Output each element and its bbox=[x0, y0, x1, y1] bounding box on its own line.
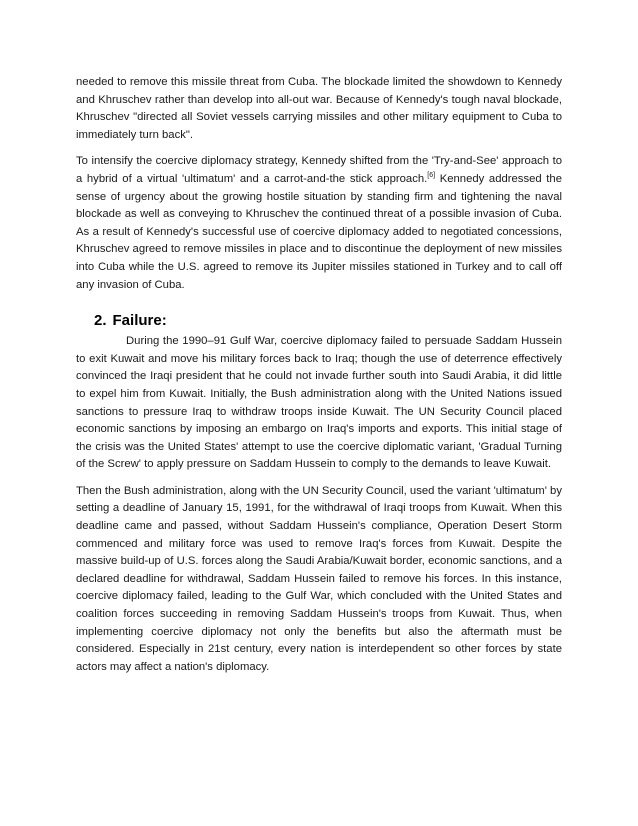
paragraph-coercive-strategy bbox=[76, 153, 562, 294]
paragraph-gulf-war: During the 1990–91 Gulf War, coercive diplomacy failed to persuade Saddam Hussein to exit Kuwait and move his military forces back to Iraq; though the use of deterrence effectively convinced the Iraqi president that he could not invade further south into Saudi Arabia, it did little to expel him from Kuwait. Initially, the Bush administration along with the United Nations issued sanctions to pressure Iraq to withdraw troops inside Kuwait. The UN Security Council placed economic sanctions by imposing an embargo on Iraq's imports and exports. This initial stage of the crisis was the United States' attempt to use the coercive diplomatic variant, 'Gradual Turning of the Screw' to apply pressure on Saddam Hussein to comply to the demands to leave Kuwait. bbox=[76, 335, 562, 471]
section-heading bbox=[94, 312, 562, 329]
document-page bbox=[76, 74, 562, 685]
section-title: Failure: bbox=[112, 312, 167, 330]
citation-ref[interactable]: [6] bbox=[427, 172, 436, 180]
paragraph-text: To intensify the coercive diplomacy strategy, Kennedy shifted from the 'Try-and-See' approach to a hybrid of a virtual 'ultimatum' and a carrot-and-the stick approach. bbox=[76, 155, 562, 185]
section-number: 2. bbox=[94, 312, 107, 330]
paragraph-ultimatum: Then the Bush administration, along with the UN Security Council, used the variant 'ultimatum' by setting a deadline of January 15, 1991, for the withdrawal of Iraqi troops from Kuwait. When this deadline came and passed, without Saddam Hussein's compliance, Operation Desert Storm commenced and military force was used to remove Iraq's forces from Kuwait. Despite the massive build-up of U.S. forces along the Saudi Arabia/Kuwait border, economic sanctions, and a declared deadline for withdrawal, Saddam Hussein failed to remove his forces. In this instance, coercive diplomacy failed, leading to the Gulf War, which concluded with the United States and coalition forces succeeding in removing Saddam Hussein's troops from Kuwait. Thus, when implementing coercive diplomacy not only the benefits but also the aftermath must be considered. Especially in 21st century, every nation is interdependent so other forces by state actors may affect a nation's diplomacy. bbox=[76, 484, 562, 673]
paragraph-text: Kennedy addressed the sense of urgency about the growing hostile situation by standing firm and tightening the naval blockade as well as conveying to Khruschev the continued threat of a possible invasion of Cuba. As a result of Kennedy's successful use of coercive diplomacy added to negotiated concessions, Khruschev agreed to remove missiles in place and to discontinue the deployment of new missiles into Cuba while the U.S. agreed to remove its Jupiter missiles stationed in Turkey and to call off any invasion of Cuba. bbox=[76, 172, 562, 291]
paragraph-blockade: needed to remove this missile threat from Cuba. The blockade limited the showdown to Kennedy and Khruschev rather than develop into all-out war. Because of Kennedy's tough naval blockade, Khruschev "directed all Soviet vessels carrying missiles and other military equipment to Cuba to immediately turn back". bbox=[76, 76, 562, 141]
